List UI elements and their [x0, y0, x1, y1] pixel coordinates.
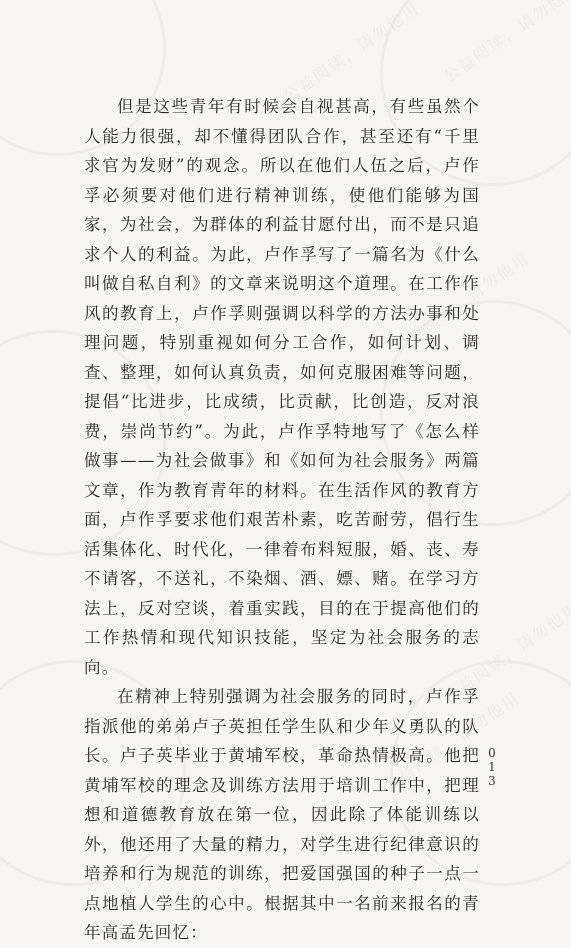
paragraph: 在精神上特别强调为社会服务的同时，卢作孚指派他的弟弟卢子英担任学生队和少年义勇队的队长。卢子英毕业于黄埔军校，革命热情极高。他把黄埔军校的理念及训练方法用于培训工作中，把理想和道德教育放在第一位，因此除了体能训练以外，他还用了大量的精力，对学生进行纪律意识的培养和行为规范的训练，把爱国强国的种子一点一点地植人学生的心中。根据其中一名前来报名的青年高孟先回忆： — [84, 687, 480, 942]
page-number: 013 — [485, 746, 499, 788]
chapter-running-title — [488, 584, 571, 744]
body-text — [84, 92, 480, 948]
paragraph: 但是这些青年有时候会自视甚高，有些虽然个人能力很强，却不懂得团队合作，甚至还有“千里求官为发财”的观念。所以在他们人伍之后，卢作孚必须要对他们进行精神训练，使他们能够为国家，为社会，为群体的利益甘愿付出，而不是只追求个人的利益。为此，卢作孚写了一篇名为《什么叫做自私自利》的文章来说明这个道理。在工作作风的教育上，卢作孚则强调以科学的方法办事和处理问题，特别重视如何分工合作，如何计划、调查、整理，如何认真负责，如何克服困难等问题，提倡“比进步，比成绩，比贡献，比创造，反对浪费，崇尚节约”。为此，卢作孚特地写了《怎么样做事——为社会做事》和《如何为社会服务》两篇文章，作为教育青年的材料。在生活作风的教育方面，卢作孚要求他们艰苦朴素，吃苦耐劳，倡行生活集体化、时代化，一律着布料短服，婚、丧、寿不请客，不送礼，不染烟、酒、嫖、赌。在学习方法上，反对空谈，着重实践，目的在于提高他们的工作热情和现代知识技能，坚定为社会服务的志向。 — [84, 97, 480, 677]
